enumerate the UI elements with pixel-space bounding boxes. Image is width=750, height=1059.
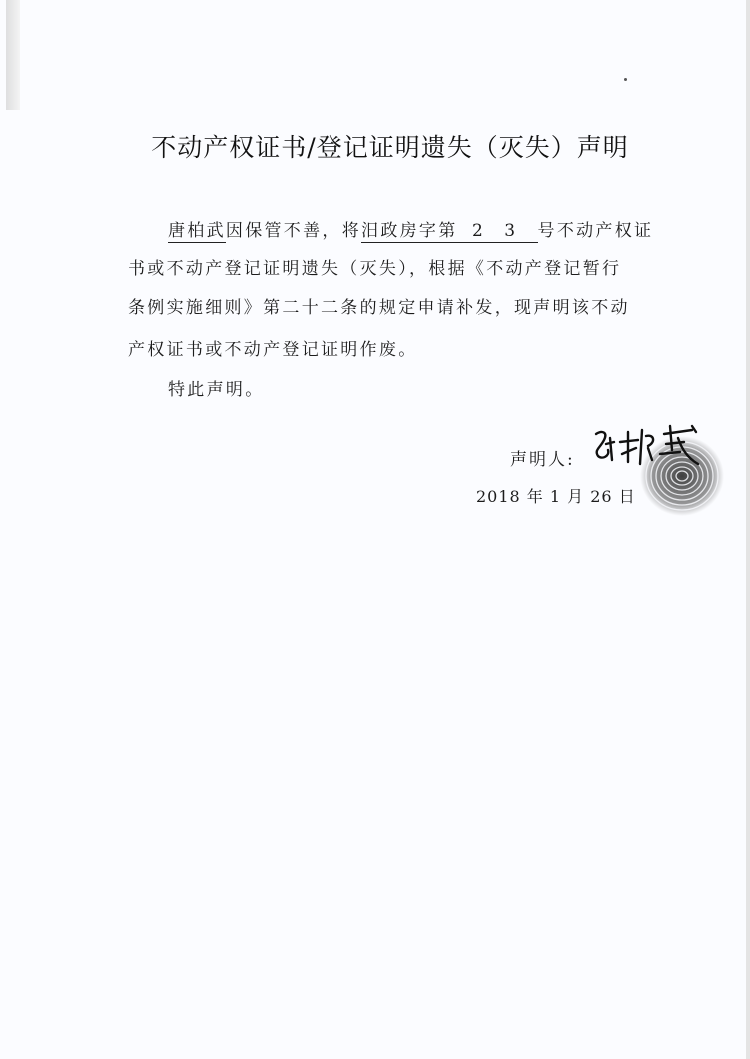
handwritten-signature: [588, 420, 708, 476]
declarant-name: 唐柏武: [168, 221, 226, 241]
declarant-label: 声明人:: [510, 450, 575, 470]
closing-line: 特此声明。: [168, 380, 265, 400]
scan-speck: [624, 78, 627, 81]
statement-line-3: 条例实施细则》第二十二条的规定申请补发，现声明该不动: [128, 298, 630, 318]
declaration-date: 2018 年 1 月 26 日: [476, 487, 636, 506]
statement-text-a: 因保管不善，将: [225, 221, 362, 241]
certificate-number: 2 3: [458, 221, 538, 243]
statement-line-1: [168, 216, 653, 243]
statement-text-b: 号不动产权证: [537, 221, 654, 241]
statement-line-2: 书或不动产登记证明遗失（灭失），根据《不动产登记暂行: [128, 259, 622, 279]
document-title: 不动产权证书/登记证明遗失（灭失）声明: [151, 133, 629, 162]
certificate-office: 汨政房字第: [361, 221, 458, 241]
scan-edge-shadow: [6, 0, 20, 110]
statement-line-4: 产权证书或不动产登记证明作废。: [128, 340, 418, 360]
